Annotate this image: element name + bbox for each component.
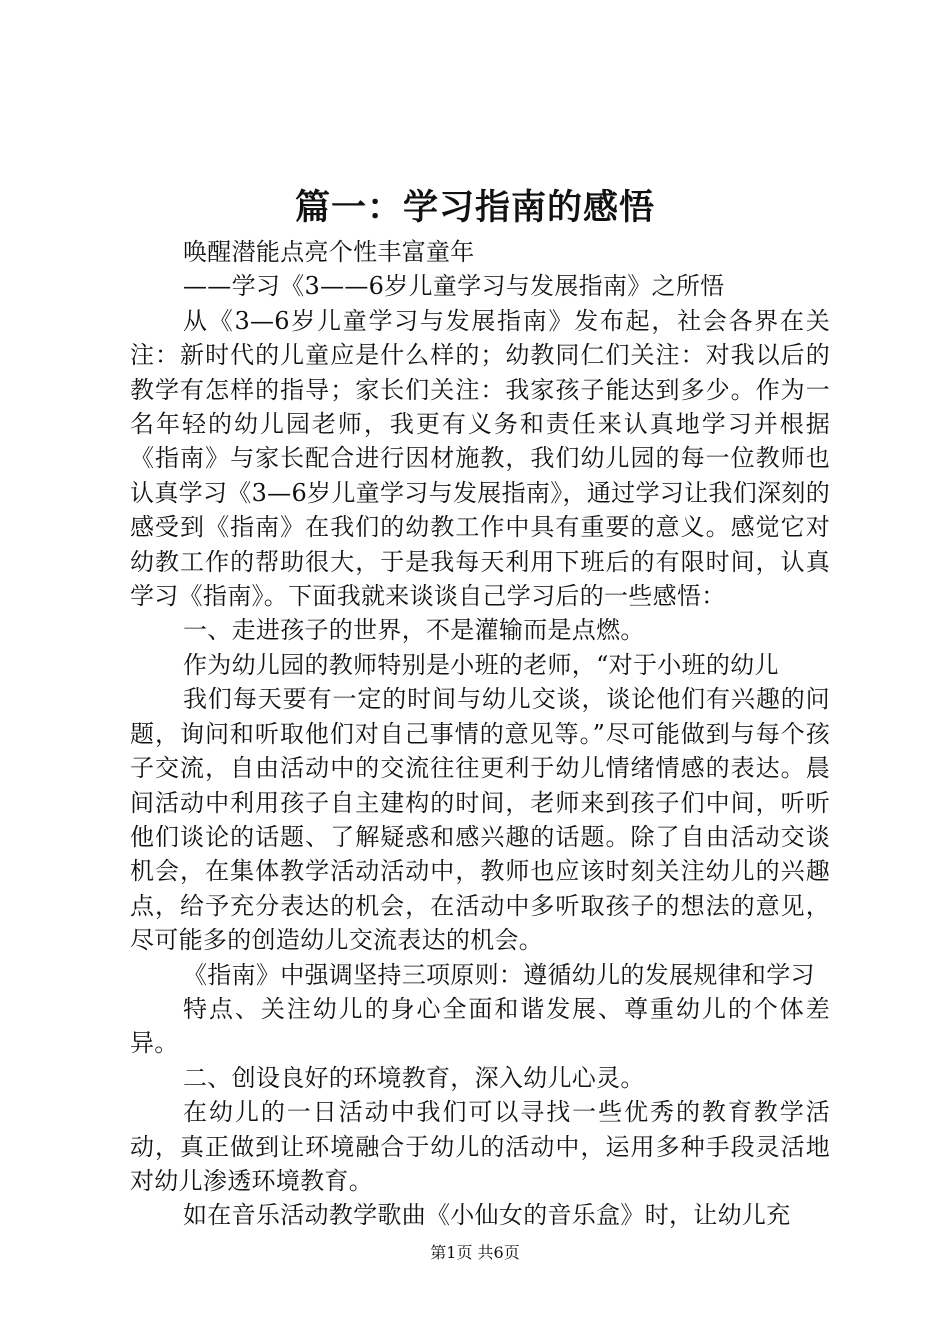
section-heading-2: 二、创设良好的环境教育，深入幼儿心灵。 — [183, 1063, 645, 1092]
subtitle-line: 唤醒潜能点亮个性丰富童年 — [183, 238, 475, 266]
document-title: 篇一：学习指南的感悟 — [294, 187, 655, 228]
page-number-footer: 第1页 共6页 — [430, 1243, 520, 1262]
paragraph: 特点、关注幼儿的身心全面和谐发展、尊重幼儿的个体差异。 — [130, 994, 830, 1058]
document-body — [130, 235, 830, 1233]
paragraph: 我们每天要有一定的时间与幼儿交谈，谈论他们有兴趣的问题，询问和听取他们对自己事情的意见等。”尽可能做到与每个孩子交流，自由活动中的交流往往更利于幼儿情绪情感的表达。晨间活动中利用孩子自主建构的时间，老师来到孩子们中间，听听他们谈论的话题、了解疑惑和感兴趣的话题。除了自由活动交谈机会，在集体教学活动活动中，教师也应该时刻关注幼儿的兴趣点，给予充分表达的机会，在活动中多听取孩子的想法的意见，尽可能多的创造幼儿交流表达的机会。 — [130, 685, 830, 955]
paragraph: 在幼儿的一日活动中我们可以寻找一些优秀的教育教学活动，真正做到让环境融合于幼儿的活动中，运用多种手段灵活地对幼儿渗透环境教育。 — [130, 1098, 830, 1195]
paragraph: 如在音乐活动教学歌曲《小仙女的音乐盒》时，让幼儿充 — [183, 1201, 791, 1230]
paragraph-intro: 从《3—6岁儿童学习与发展指南》发布起，社会各界在关注：新时代的儿童应是什么样的；幼教同仁们关注：对我以后的教学有怎样的指导；家长们关注：我家孩子能达到多少。作为一名年轻的幼儿园老师，我更有义务和责任来认真地学习并根据《指南》与家长配合进行因材施教，我们幼儿园的每一位教师也认真学习《3—6岁儿童学习与发展指南》，通过学习让我们深刻的感受到《指南》在我们的幼教工作中具有重要的意义。感觉它对幼教工作的帮助很大，于是我每天利用下班后的有限时间，认真学习《指南》。下面我就来谈谈自己学习后的一些感悟： — [130, 306, 830, 611]
subtitle-source-line: ——学习《3——6岁儿童学习与发展指南》之所悟 — [183, 272, 725, 301]
paragraph: 《指南》中强调坚持三项原则：遵循幼儿的发展规律和学习 — [183, 960, 815, 989]
section-heading-1: 一、走进孩子的世界，不是灌输而是点燃。 — [183, 616, 645, 645]
paragraph: 作为幼儿园的教师特别是小班的老师，“对于小班的幼儿 — [183, 650, 779, 679]
